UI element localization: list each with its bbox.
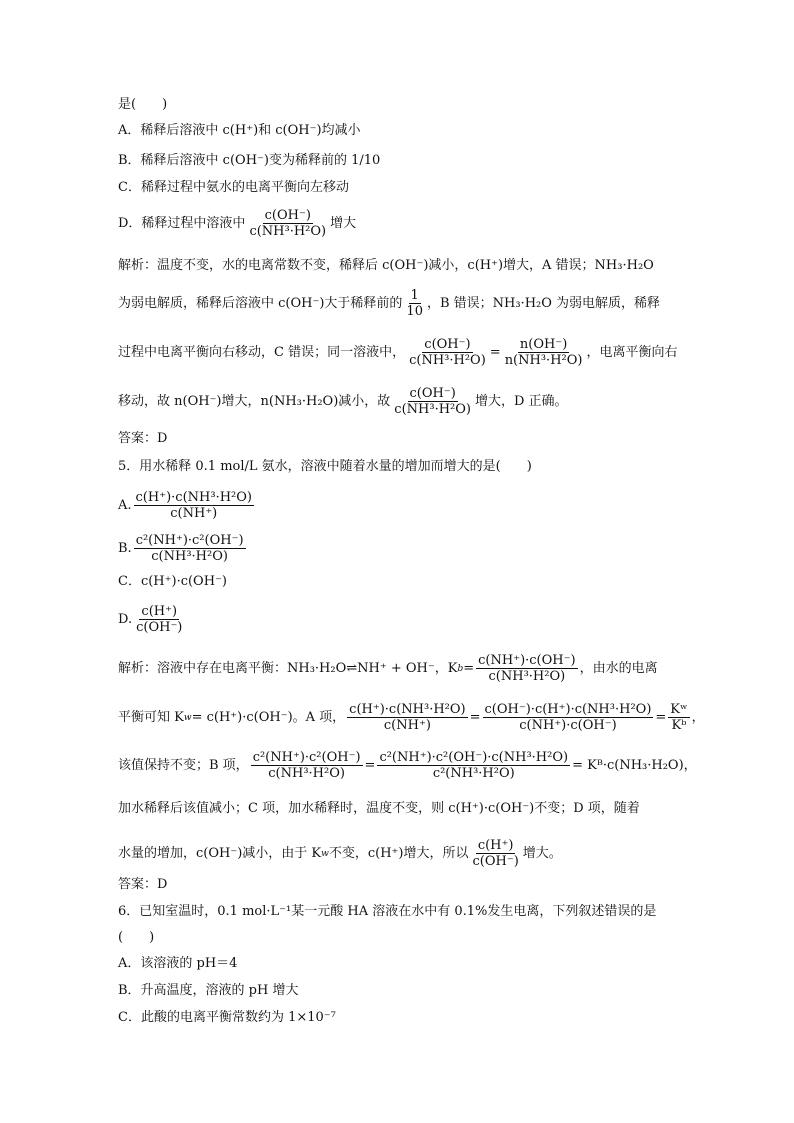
q6-stem-line-1: 6．已知室温时，0.1 mol·L⁻¹某一元酸 HA 溶液在水中有 0.1%发生电离，下列叙述错误的是 <box>118 904 657 919</box>
q5-analysis-line-1: 解析：溶液中存在电离平衡：NH₃·H₂O⇌NH⁺ + OH⁻，K b = $\frac{c(NH^+)\cdot c(OH^-)}{\text{c(NH³·H²O)}}$ ，由水的电离 <box>118 653 658 684</box>
q5-b-fraction-1: $\frac{\text{c²(NH⁺)·c²(OH⁻)}}{\text{c(NH³·H²O)}}$ <box>252 750 361 781</box>
q5-a-fraction-1: $\frac{\text{c(H⁺)·c(NH³·H²O)}}{c(NH^+)}$ <box>349 702 466 733</box>
q5-option-b-fraction: $\frac{\text{c²(NH⁺)·c²(OH⁻)}}{\text{c(NH³·H²O)}}$ <box>135 533 244 564</box>
q5-a-fraction-3: $\frac{\text{Kʷ}}{\text{Kᵇ}}$ <box>670 702 688 733</box>
q5-analysis-line-4: 加水稀释后该值减小；C 项，加水稀释时，温度不变，则 c(H⁺)·c(OH⁻)不变；D 项，随着 <box>118 801 640 816</box>
q4-stem-end: 是( ) <box>118 97 168 112</box>
q5-a-fraction-2: $\frac{\text{c(OH⁻)·c(H⁺)·c(NH³·H²O)}}{c(NH^+)\cdot c(OH^-)}$ <box>484 702 652 733</box>
q5-option-b: B. $\frac{\text{c²(NH⁺)·c²(OH⁻)}}{\text{c(NH³·H²O)}}$ <box>118 533 244 564</box>
q6-option-a: A．该溶液的 pH＝4 <box>118 956 238 971</box>
q4-analysis-fraction-1-10: $\frac{1}{10}$ <box>406 288 423 319</box>
q6-stem-line-2: ( ) <box>118 930 155 945</box>
q5-option-d: D. $\frac{c(H^+)}{c(OH^-)}$ <box>118 604 183 635</box>
q4-option-a: A．稀释后溶液中 c(H⁺)和 c(OH⁻)均减小 <box>118 123 361 138</box>
q5-d-fraction: $\frac{c(H^+)}{c(OH^-)}$ <box>472 838 519 869</box>
q4-analysis-line-3: 过程中电离平衡向右移动，C 错误；同一溶液中， $\frac{c(OH^-)}{\text{c(NH³·H²O)}}$ = $\frac{n(OH^-)}{\text{n(NH³·H²O)}}$ ，电离平衡向右 <box>118 337 678 368</box>
q4-option-c: C．稀释过程中氨水的电离平衡向左移动 <box>118 180 349 195</box>
q4-analysis-line-1: 解析：温度不变，水的电离常数不变，稀释后 c(OH⁻)减小，c(H⁺)增大，A 错误；NH₃·H₂O <box>118 258 654 273</box>
q5-stem: 5．用水稀释 0.1 mol/L 氨水，溶液中随着水量的增加而增大的是( ) <box>118 459 532 474</box>
q4-option-b: B．稀释后溶液中 c(OH⁻)变为稀释前的 1/10 <box>118 153 381 168</box>
q4-analysis-fraction-c: $\frac{c(OH^-)}{\text{c(NH³·H²O)}}$ <box>409 337 486 368</box>
q4-option-d-fraction: $\frac{c(OH^-)}{\text{c(NH³·H²O)}}$ <box>249 208 327 239</box>
q5-analysis-line-2: 平衡可知 K w = c(H⁺)·c(OH⁻)。A 项， $\frac{\text{c(H⁺)·c(NH³·H²O)}}{c(NH^+)}$ = $\frac{\text{c(OH⁻)·c(H⁺)·c(NH³·H²O)}}{c(NH^+)\cdot c(OH^-)}$ = $\frac{\text{Kʷ}}{\text{Kᵇ}}$ ， <box>118 702 705 733</box>
q6-option-c: C．此酸的电离平衡常数约为 1×10⁻⁷ <box>118 1010 336 1025</box>
q5-option-a-fraction: $\frac{\text{c(H⁺)·c(NH³·H²O)}}{c(NH^+)}$ <box>135 490 252 521</box>
q5-kb-fraction: $\frac{c(NH^+)\cdot c(OH^-)}{\text{c(NH³·H²O)}}$ <box>478 653 576 684</box>
q5-option-d-fraction: $\frac{c(H^+)}{c(OH^-)}$ <box>136 604 183 635</box>
q4-analysis-line-4: 移动，故 n(OH⁻)增大，n(NH₃·H₂O)减小，故 $\frac{c(OH^-)}{\text{c(NH³·H²O)}}$ 增大，D 正确。 <box>118 386 568 417</box>
q5-b-fraction-2: $\frac{\text{c²(NH⁺)·c²(OH⁻)·c(NH³·H²O)}}{\text{c²(NH³·H²O)}}$ <box>379 750 569 781</box>
q4-analysis-line-2: 为弱电解质，稀释后溶液中 c(OH⁻)大于稀释前的 $\frac{1}{10}$ ，B 错误；NH₃·H₂O 为弱电解质，稀释 <box>118 288 661 319</box>
q6-option-b: B．升高温度，溶液的 pH 增大 <box>118 983 299 998</box>
q4-analysis-fraction-n: $\frac{n(OH^-)}{\text{n(NH³·H²O)}}$ <box>504 337 583 368</box>
q4-analysis-fraction-final: $\frac{c(OH^-)}{\text{c(NH³·H²O)}}$ <box>394 386 471 417</box>
q5-analysis-line-5: 水量的增加，c(OH⁻)减小，由于 K w 不变，c(H⁺)增大，所以 $\frac{c(H^+)}{c(OH^-)}$ 增大。 <box>118 838 562 869</box>
q4-answer: 答案：D <box>118 431 168 446</box>
q5-option-a: A. $\frac{\text{c(H⁺)·c(NH³·H²O)}}{c(NH^+)}$ <box>118 490 252 521</box>
q5-option-c: C．c(H⁺)·c(OH⁻) <box>118 574 227 589</box>
q5-analysis-line-3: 该值保持不变；B 项， $\frac{\text{c²(NH⁺)·c²(OH⁻)}}{\text{c(NH³·H²O)}}$ = $\frac{\text{c²(NH⁺)·c²(OH⁻)·c(NH³·H²O)}}{\text{c²(NH³·H²O)}}$ = Kᴮ·c(NH₃·H₂O)， <box>118 750 697 781</box>
q5-answer: 答案：D <box>118 877 168 892</box>
q4-option-d: D．稀释过程中溶液中 $\frac{c(OH^-)}{\text{c(NH³·H²O)}}$ 增大 <box>118 208 357 239</box>
